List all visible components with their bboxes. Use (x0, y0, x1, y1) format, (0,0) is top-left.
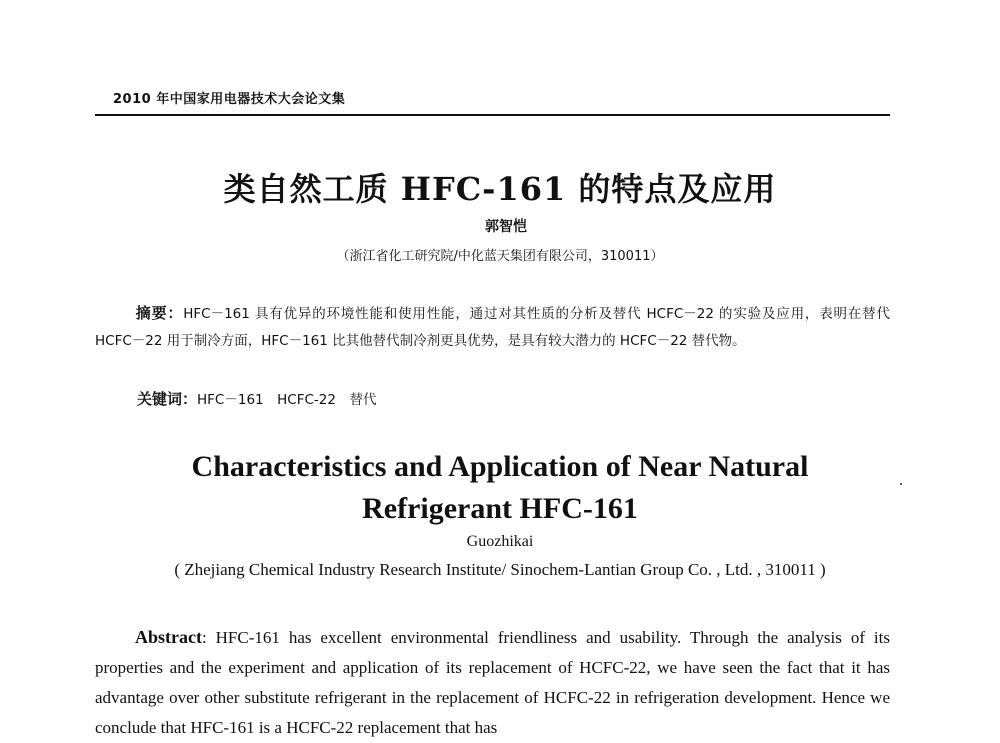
chinese-author: 郭智恺 (485, 219, 527, 235)
chinese-abstract-text: HFC－161 具有优异的环境性能和使用性能，通过对其性质的分析及替代 HCFC－22 的实验及应用，表明在替代 HCFC－22 用于制冷方面，HFC－161 比其他替代制冷剂更具优势，是具有较大潜力的 HCFC－22 替代物。 (95, 306, 890, 349)
english-affiliation: ( Zhejiang Chemical Industry Research Institute/ Sinochem-Lantian Group Co. , Ltd. , 310011 ) (174, 560, 826, 579)
english-abstract-separator: : (201, 628, 216, 647)
chinese-keywords-label: 关键词： (137, 390, 198, 408)
chinese-abstract-label: 摘要： (135, 304, 184, 322)
chinese-affiliation: （浙江省化工研究院/中化蓝天集团有限公司，310011） (336, 249, 664, 264)
english-author: Guozhikai (466, 533, 534, 550)
english-abstract-text: HFC-161 has excellent environmental friendliness and usability. Through the analysis of its properties and the experiment and application of its replacement of HCFC-22, we have seen the fact that it has advantage over other substitute refrigerant in the replacement of HCFC-22 in refrigeration development. Hence we conclude that HFC-161 is a HCFC-22 replacement that has (95, 628, 890, 737)
chinese-abstract (95, 300, 890, 355)
scan-speck (900, 483, 902, 485)
running-header: 2010 年中国家用电器技术大会论文集 (113, 92, 346, 107)
chinese-title: 类自然工质 HFC-161 的特点及应用 (223, 170, 777, 208)
english-title (0, 446, 1000, 530)
english-abstract (95, 622, 890, 743)
english-title-line-2: Refrigerant HFC-161 (362, 492, 638, 525)
chinese-keywords (137, 386, 837, 414)
english-title-line-1: Characteristics and Application of Near Natural (191, 450, 809, 483)
chinese-keywords-text: HFC－161 HCFC-22 替代 (197, 392, 377, 408)
header-rule (95, 114, 890, 116)
english-abstract-label: Abstract (135, 627, 202, 647)
